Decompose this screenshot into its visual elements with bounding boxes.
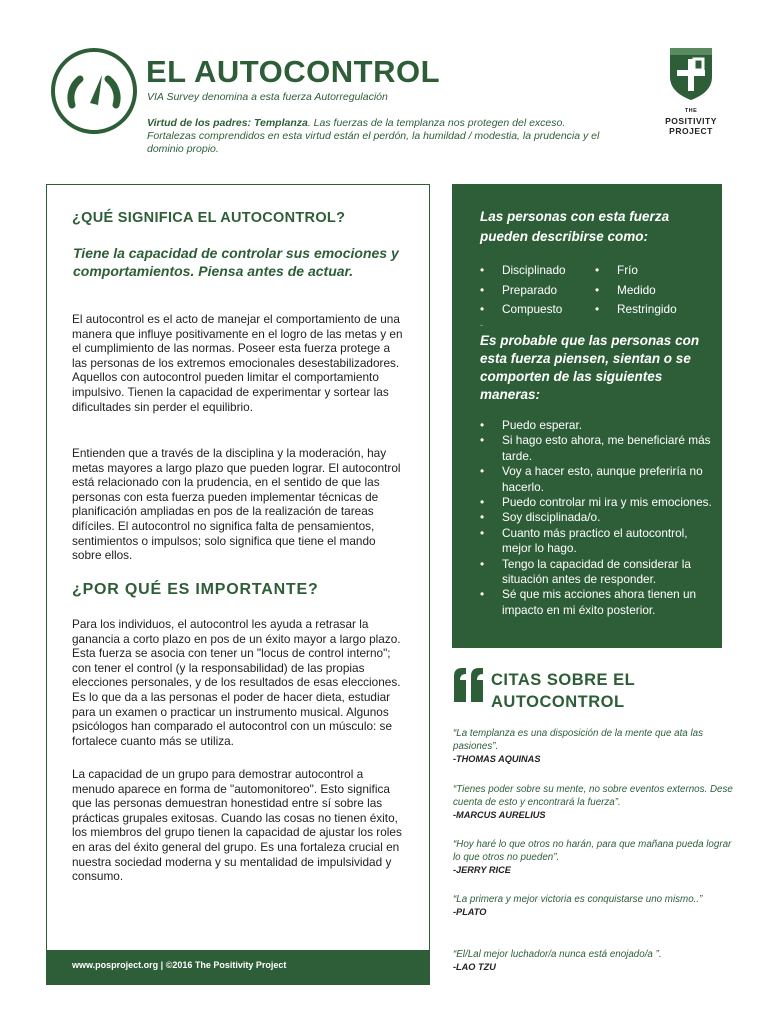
- quote-author: -PLATO: [453, 907, 487, 918]
- quote-item: [453, 893, 733, 919]
- trait-item: • Disciplinado: [480, 261, 566, 281]
- quote-author: -JERRY RICE: [453, 865, 511, 876]
- quote-item: [453, 727, 733, 767]
- traits-title: Las personas con esta fuerza pueden describirse como:: [480, 209, 670, 244]
- virtue-text-2: Fortalezas comprendidos en esta virtud están el perdón, la humildad / modestia, la prudencia y el dominio propio.: [147, 130, 600, 155]
- trait-item: • Restringido: [595, 300, 677, 320]
- trait-item: • Preparado: [480, 281, 566, 301]
- quote-text: “El/Lal mejor luchador/a nunca está enojado/a ”.: [453, 949, 662, 960]
- trait-item: • Frío: [595, 261, 677, 281]
- positivity-project-logo: [655, 45, 727, 137]
- virtue-label: Virtud de los padres: Templanza: [147, 117, 308, 129]
- quote-text: “La primera y mejor victoria es conquistarse uno mismo..”: [453, 894, 703, 905]
- paragraph: La capacidad de un grupo para demostrar autocontrol a menudo aparece en forma de "automonitoreo". Esto significa que las personas demuestran honestidad entre sí sobre las prácticas grupales exitosas. Cuando las cosas no tienen éxito, los miembros del grupo tienen la capacidad de ajustar los roles en aras del éxito general del grupo. Es una fortaleza crucial en nuestra sociedad moderna y su mentalidad de impulsividad y consumo.: [72, 767, 402, 884]
- quote-author: -LAO TZU: [453, 962, 496, 973]
- quote-text: “La templanza es una disposición de la mente que ata las pasiones”.: [453, 728, 703, 753]
- behavior-item: • Cuanto más practico el autocontrol, mejor lo hago.: [480, 526, 716, 557]
- quote-text: “Tienes poder sobre su mente, no sobre eventos externos. Dese cuenta de esto y encontrará la fuerza”.: [453, 784, 733, 809]
- quotes-heading: CITAS SOBRE EL AUTOCONTROL: [491, 671, 635, 711]
- behavior-item: • Sé que mis acciones ahora tienen un impacto en mi éxito posterior.: [480, 587, 716, 618]
- paragraph: Para los individuos, el autocontrol les ayuda a retrasar la ganancia a corto plazo en pos de un éxito mayor a largo plazo. Esta fuerza se asocia con tener un "locus de control interno"; con tener el control (y la responsabilidad) de las propias elecciones personales, y de los resultados de esas elecciones. Es lo que da a las personas el poder de hacer dieta, estudiar para un examen o practicar un instrumento musical. Algunos psicólogos han comparado el autocontrol con un músculo: se fortalece cuanto más se utiliza.: [72, 617, 401, 748]
- section-heading-meaning: ¿QUÉ SIGNIFICA EL AUTOCONTROL?: [72, 210, 346, 226]
- logo-line3: PROJECT: [669, 126, 713, 136]
- behaviors-list: [480, 418, 716, 618]
- traits-panel: [452, 184, 722, 648]
- logo-line1: THE: [684, 108, 698, 114]
- virtue-description: [147, 117, 637, 156]
- footer-link[interactable]: www.posproject.org | ©2016 The Positivity Project: [72, 960, 287, 970]
- footer-bar: [46, 950, 430, 985]
- paragraph: Entienden que a través de la disciplina y la moderación, hay metas mayores a largo plazo que pueden lograr. El autocontrol está relacionado con la prudencia, en el sentido de que las personas con esta fuerza pueden implementar técnicas de planificación ampliadas en pos de la realización de tareas difíciles. El autocontrol no significa falta de pensamientos, sentimientos o impulsos; solo significa que tiene el mando sobre ellos.: [72, 446, 401, 563]
- behavior-item: • Si hago esto ahora, me beneficiaré más tarde.: [480, 433, 716, 464]
- quote-item: [453, 838, 733, 878]
- traits-list: [595, 261, 677, 320]
- behavior-item: • Voy a hacer esto, aunque preferiría no hacerlo.: [480, 464, 716, 495]
- paragraph: El autocontrol es el acto de manejar el comportamiento de una manera que influye positivamente en el logro de las metas y en el cumplimiento de las normas. Poseer esta fuerza protege a las personas de los extremos emocionales desestabilizadores. Aquellos con autocontrol pueden limitar el comportamiento impulsivo. Tienen la capacidad de experimentar y sortear las dificultades sin perder el equilibrio.: [72, 312, 403, 414]
- quote-mark-icon: [452, 666, 486, 706]
- lead-statement: Tiene la capacidad de controlar sus emociones y comportamientos. Piensa antes de actuar.: [73, 245, 399, 279]
- behavior-item: • Puedo controlar mi ira y mis emociones.: [480, 495, 716, 510]
- quote-author: -MARCUS AURELIUS: [453, 810, 546, 821]
- page-title: EL AUTOCONTROL: [146, 54, 441, 89]
- page-subtitle: VIA Survey denomina a esta fuerza Autorregulación: [147, 91, 388, 103]
- speedometer-icon: [50, 47, 138, 135]
- separator-dash: -: [480, 320, 483, 330]
- virtue-text: . Las fuerzas de la templanza nos protegen del exceso.: [307, 117, 566, 129]
- quote-item: [453, 948, 733, 974]
- quote-author: -THOMAS AQUINAS: [453, 754, 541, 765]
- traits-list: [480, 261, 566, 320]
- shield-plus-icon: [666, 45, 716, 101]
- behavior-item: • Puedo esperar.: [480, 418, 716, 433]
- quote-text: “Hoy haré lo que otros no harán, para que mañana pueda lograr lo que otros no pueden”.: [453, 839, 732, 864]
- behavior-item: • Tengo la capacidad de considerar la situación antes de responder.: [480, 557, 716, 588]
- behavior-item: • Soy disciplinada/o.: [480, 510, 716, 525]
- trait-item: • Compuesto: [480, 300, 566, 320]
- behaviors-title: Es probable que las personas con esta fuerza piensen, sientan o se comporten de las siguientes maneras:: [480, 333, 700, 402]
- trait-item: • Medido: [595, 281, 677, 301]
- quote-item: [453, 783, 733, 823]
- section-heading-importance: ¿POR QUÉ ES IMPORTANTE?: [72, 581, 319, 598]
- logo-line2: POSITIVITY: [665, 116, 717, 126]
